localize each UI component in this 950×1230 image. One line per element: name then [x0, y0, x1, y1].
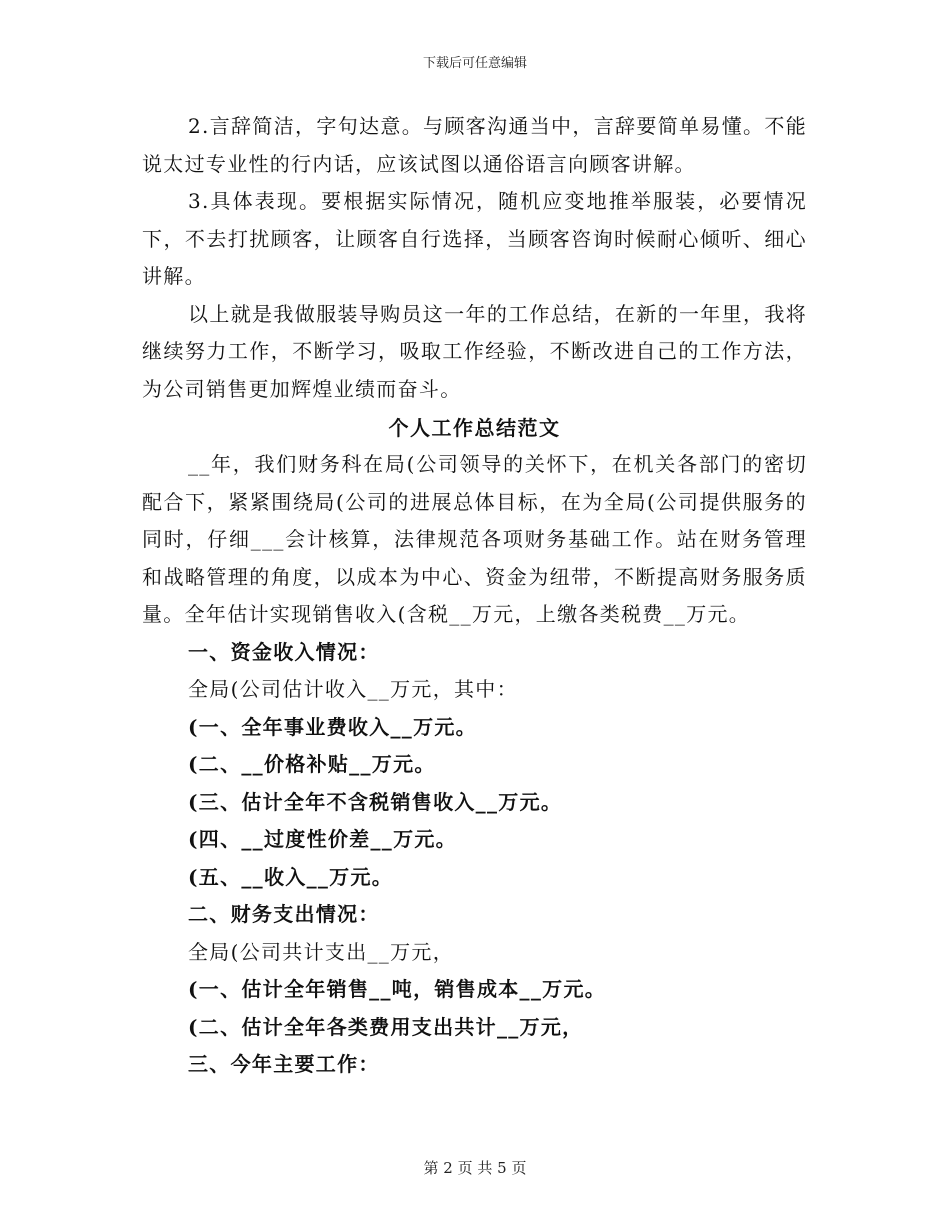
intro-paragraph: __年，我们财务科在局(公司领导的关怀下，在机关各部门的密切配合下，紧紧围绕局(公司的进展总体目标，在为全局(公司提供服务的同时，仔细___会计核算，法律规范各项财务基础工作。站在财务管理和战略管理的角度，以成本为中心、资金为纽带，不断提高财务服务质量。全年估计实现销售收入(含税__万元，上缴各类税费__万元。	[142, 452, 807, 626]
document-body	[142, 108, 807, 1084]
paragraph-specific-performance: 3.具体表现。要根据实际情况，随机应变地推举服装，必要情况下，不去打扰顾客，让顾客自行选择，当顾客咨询时候耐心倾听、细心讲解。	[142, 189, 807, 288]
paragraph-conclusion: 以上就是我做服装导购员这一年的工作总结，在新的一年里，我将继续努力工作，不断学习，吸取工作经验，不断改进自己的工作方法，为公司销售更加辉煌业绩而奋斗。	[142, 301, 807, 401]
income-item: (一、全年事业费收入__万元。	[188, 714, 477, 739]
expense-heading: 二、财务支出情况：	[188, 902, 380, 926]
expense-summary: 全局(公司共计支出__万元，	[188, 939, 455, 964]
page-footer: 第 2 页 共 5 页	[423, 1159, 527, 1177]
paragraph-language-concise: 2.言辞简洁，字句达意。与顾客沟通当中，言辞要简单易懂。不能说太过专业性的行内话，应该试图以通俗语言向顾客讲解。	[142, 114, 807, 176]
income-item: (四、__过度性价差__万元。	[188, 827, 457, 851]
income-item: (二、__价格补贴__万元。	[188, 752, 436, 776]
expense-item: (一、估计全年销售__吨，销售成本__万元。	[188, 977, 607, 1001]
section-title: 个人工作总结范文	[388, 416, 561, 440]
work-heading: 三、今年主要工作：	[188, 1052, 380, 1076]
page-header: 下载后可任意编辑	[422, 56, 527, 71]
income-summary: 全局(公司估计收入__万元，其中：	[188, 677, 518, 701]
expense-item: (二、估计全年各类费用支出共计__万元，	[188, 1014, 584, 1039]
income-item: (五、__收入__万元。	[188, 864, 394, 889]
income-item: (三、估计全年不含税销售收入__万元。	[188, 789, 563, 814]
income-heading: 一、资金收入情况：	[188, 639, 380, 664]
